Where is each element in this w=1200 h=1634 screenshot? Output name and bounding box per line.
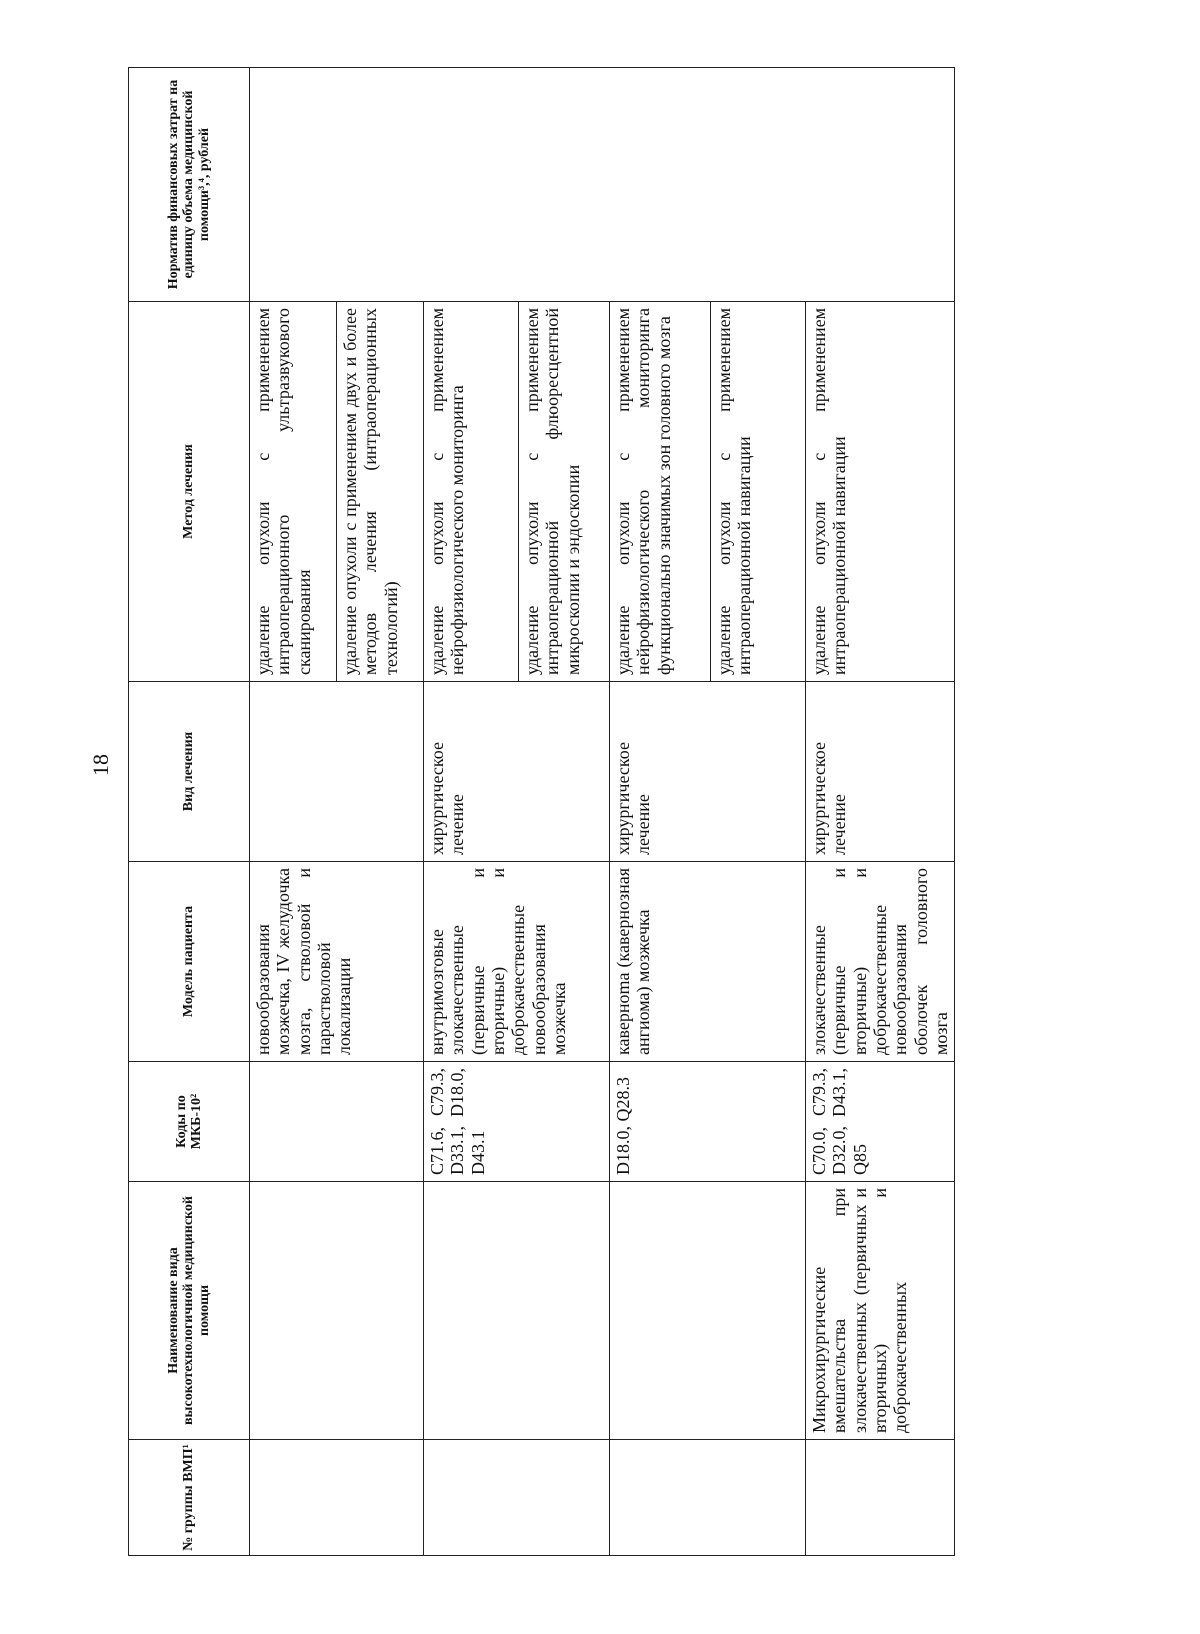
cell-treatment-method: удаление опухоли с применением нейрофизиологического мониторинга функционально значимых зон головного мозга (610, 302, 711, 682)
cell-type-name (610, 1182, 806, 1440)
cell-icd-codes: C71.6, C79.3, D33.1, D18.0, D43.1 (424, 1062, 610, 1182)
cell-patient-model: новообразования мозжечка, IV желудочка мозга, стволовой и парастволовой локализации (250, 862, 424, 1062)
table-row (250, 68, 337, 1556)
header-treatment-method: Метод лечения (129, 302, 250, 682)
header-treatment-kind: Вид лечения (129, 682, 250, 862)
cell-treatment-method: удаление опухоли с применением интраоперационного ультразвукового сканирования (250, 302, 337, 682)
cell-treatment-method: удаление опухоли с применением двух и более методов лечения (интраоперационных технологий) (337, 302, 424, 682)
document-table-wrapper (128, 68, 1026, 1556)
table-header-row (129, 68, 250, 1556)
cell-type-name (250, 1182, 424, 1440)
cell-treatment-kind (250, 682, 424, 862)
cell-patient-model: внутримозговые злокачественные (первичные и вторичные) и доброкачественные новообразования мозжечка (424, 862, 610, 1062)
cell-group-no (250, 1440, 424, 1556)
vmp-table (128, 67, 955, 1556)
header-patient-model: Модель пациента (129, 862, 250, 1062)
cell-treatment-kind: хирургическое лечение (424, 682, 610, 862)
header-icd-codes: Коды по МКБ-10² (129, 1062, 250, 1182)
cell-icd-codes: C70.0, C79.3, D32.0, D43.1, Q85 (806, 1062, 955, 1182)
cell-patient-model: каверноma (кавернозная ангиома) мозжечка (610, 862, 806, 1062)
header-type-name: Наименование вида высокотехнологичной медицинской помощи (129, 1182, 250, 1440)
page-number: 18 (88, 754, 113, 776)
cell-treatment-kind: хирургическое лечение (806, 682, 955, 862)
cell-type-name: Микрохирургические вмешательства при злокачественных (первичных и вторичных) и доброкачественных (806, 1182, 955, 1440)
cell-icd-codes (250, 1062, 424, 1182)
cell-treatment-kind: хирургическое лечение (610, 682, 806, 862)
cell-icd-codes: D18.0, Q28.3 (610, 1062, 806, 1182)
cell-treatment-method: удаление опухоли с применением интраоперационной навигации (806, 302, 955, 682)
header-cost-norm: Норматив финансовых затрат на единицу объема медицинской помощи³,⁴, рублей (129, 68, 250, 302)
cell-cost-norm (250, 68, 955, 302)
cell-group-no (424, 1440, 610, 1556)
header-group-no: № группы ВМП¹ (129, 1440, 250, 1556)
cell-treatment-method: удаление опухоли с применением интраоперационной флюоресцентной микроскопии и эндоскопии (519, 302, 610, 682)
cell-type-name (424, 1182, 610, 1440)
cell-treatment-method: удаление опухоли с применением нейрофизиологического мониторинга (424, 302, 519, 682)
cell-group-no (610, 1440, 806, 1556)
cell-group-no (806, 1440, 955, 1556)
cell-patient-model: злокачественные (первичные и вторичные) и доброкачественные новообразования оболочек головного мозга (806, 862, 955, 1062)
cell-treatment-method: удаление опухоли с применением интраоперационной навигации (711, 302, 806, 682)
